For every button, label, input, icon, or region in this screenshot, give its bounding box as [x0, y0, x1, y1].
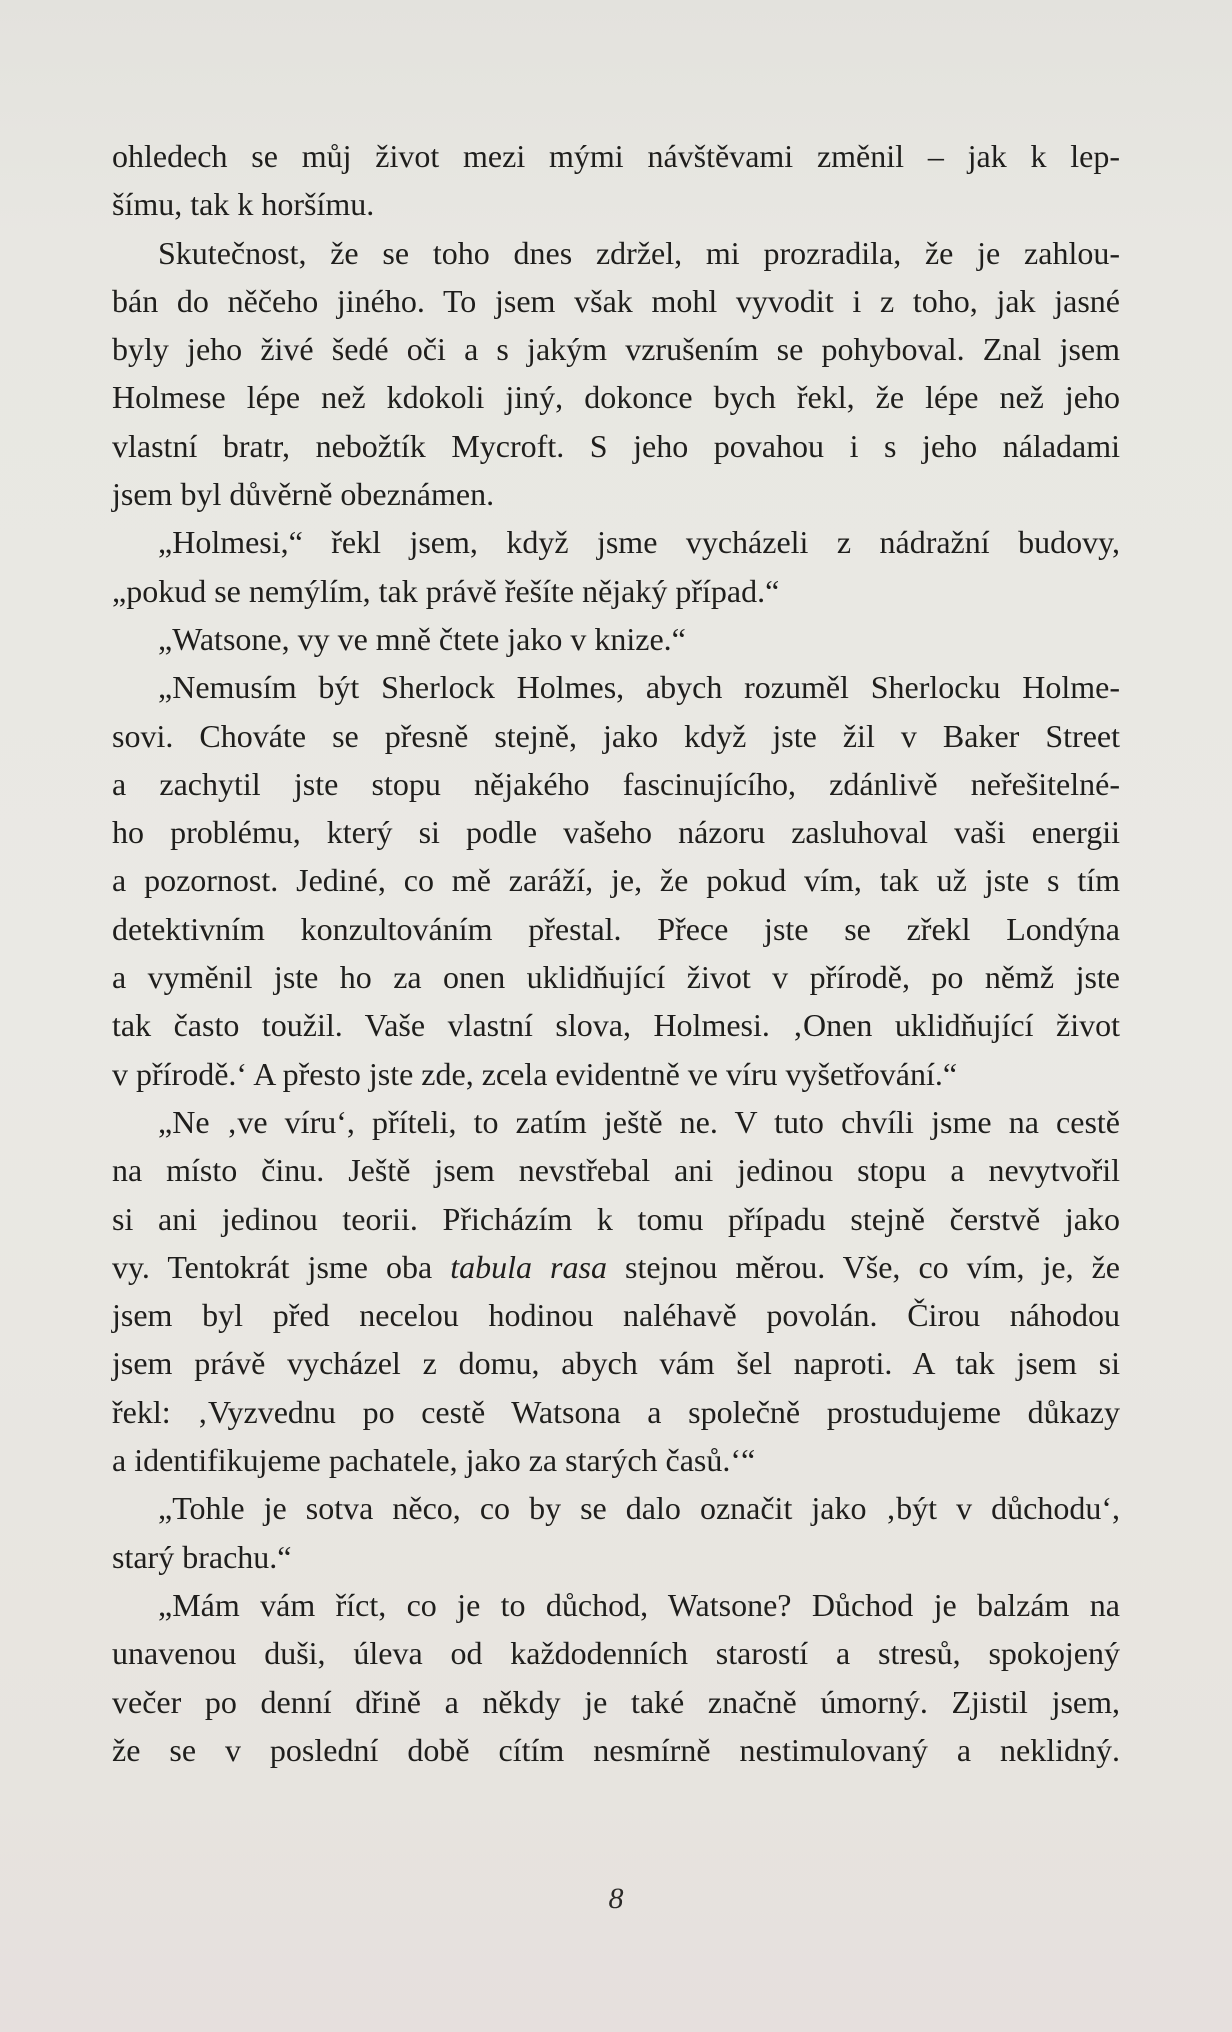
- text-line: detektivním konzultováním přestal. Přece jste se zřekl Londýna: [112, 910, 1120, 947]
- text-line: „Ne ‚ve víru‘, příteli, to zatím ještě ne. V tuto chvíli jsme na cestě: [158, 1103, 1120, 1140]
- text-line: ohledech se můj život mezi mými návštěvami změnil – jak k lep-: [112, 138, 1120, 174]
- text-line: a vyměnil jste ho za onen uklidňující život v přírodě, po němž jste: [112, 959, 1120, 996]
- text-line: jsem byl důvěrně obeznámen.: [112, 476, 495, 513]
- text-line: a pozornost. Jediné, co mě zaráží, je, že pokud vím, tak už jste s tím: [112, 862, 1120, 899]
- text-line: „Holmesi,“ řekl jsem, když jsme vycházeli z nádražní budovy,: [158, 524, 1120, 561]
- text-line: Skutečnost, že se toho dnes zdržel, mi prozradila, že je zahlou-: [158, 234, 1120, 271]
- text-line: vlastní bratr, nebožtík Mycroft. S jeho povahou i s jeho náladami: [112, 427, 1120, 464]
- text-line: a identifikujeme pachatele, jako za starých časů.‘“: [112, 1442, 756, 1479]
- text-line: a zachytil jste stopu nějakého fascinujícího, zdánlivě neřešitelné-: [112, 765, 1120, 802]
- text-line: ho problému, který si podle vašeho názoru zasluhoval vaši energii: [112, 814, 1120, 851]
- text-line: bán do něčeho jiného. To jsem však mohl vyvodit i z toho, jak jasné: [112, 282, 1120, 319]
- text-line: „Watsone, vy ve mně čtete jako v knize.“: [158, 620, 686, 657]
- text-line: večer po denní dřině a někdy je také značně úmorný. Zjistil jsem,: [112, 1683, 1120, 1720]
- text-line: „Nemusím být Sherlock Holmes, abych rozuměl Sherlocku Holme-: [158, 669, 1120, 706]
- text-line: starý brachu.“: [112, 1538, 292, 1575]
- text-line: „Mám vám říct, co je to důchod, Watsone? Důchod je balzám na: [158, 1586, 1120, 1623]
- body-text: [112, 132, 1120, 1774]
- text-line: tak často toužil. Vaše vlastní slova, Holmesi. ‚Onen uklidňující život: [112, 1007, 1120, 1044]
- italic-phrase: tabula rasa: [450, 1248, 607, 1285]
- text-segment: stejnou měrou. Vše, co vím, je, že: [606, 1248, 1121, 1285]
- text-line: „pokud se nemýlím, tak právě řešíte nějaký případ.“: [112, 572, 780, 609]
- text-line: šímu, tak k horšímu.: [112, 186, 375, 223]
- text-line: na místo činu. Ještě jsem nevstřebal ani jedinou stopu a nevytvořil: [112, 1152, 1120, 1189]
- text-line: sovi. Chováte se přesně stejně, jako když jste žil v Baker Street: [112, 717, 1120, 754]
- text-line: jsem právě vycházel z domu, abych vám šel naproti. A tak jsem si: [112, 1345, 1120, 1382]
- text-line: unavenou duši, úleva od každodenních starostí a stresů, spokojený: [112, 1635, 1120, 1672]
- text-line: jsem byl před necelou hodinou naléhavě povolán. Čirou náhodou: [112, 1297, 1120, 1334]
- page-number: 8: [608, 1882, 624, 1915]
- text-line: si ani jedinou teorii. Přicházím k tomu případu stejně čerstvě jako: [112, 1200, 1120, 1237]
- text-line: v přírodě.‘ A přesto jste zde, zcela evidentně ve víru vyšetřování.“: [112, 1055, 958, 1092]
- text-line: že se v poslední době cítím nesmírně nestimulovaný a neklidný.: [112, 1731, 1120, 1768]
- text-line: „Tohle je sotva něco, co by se dalo označit jako ‚být v důchodu‘,: [158, 1490, 1120, 1527]
- text-segment: vy. Tentokrát jsme oba: [112, 1248, 451, 1285]
- text-line: byly jeho živé šedé oči a s jakým vzrušením se pohyboval. Znal jsem: [112, 331, 1120, 368]
- text-line: řekl: ‚Vyzvednu po cestě Watsona a společně prostudujeme důkazy: [112, 1393, 1120, 1430]
- text-line: [112, 1243, 1120, 1291]
- text-line: Holmese lépe než kdokoli jiný, dokonce bych řekl, že lépe než jeho: [112, 379, 1120, 416]
